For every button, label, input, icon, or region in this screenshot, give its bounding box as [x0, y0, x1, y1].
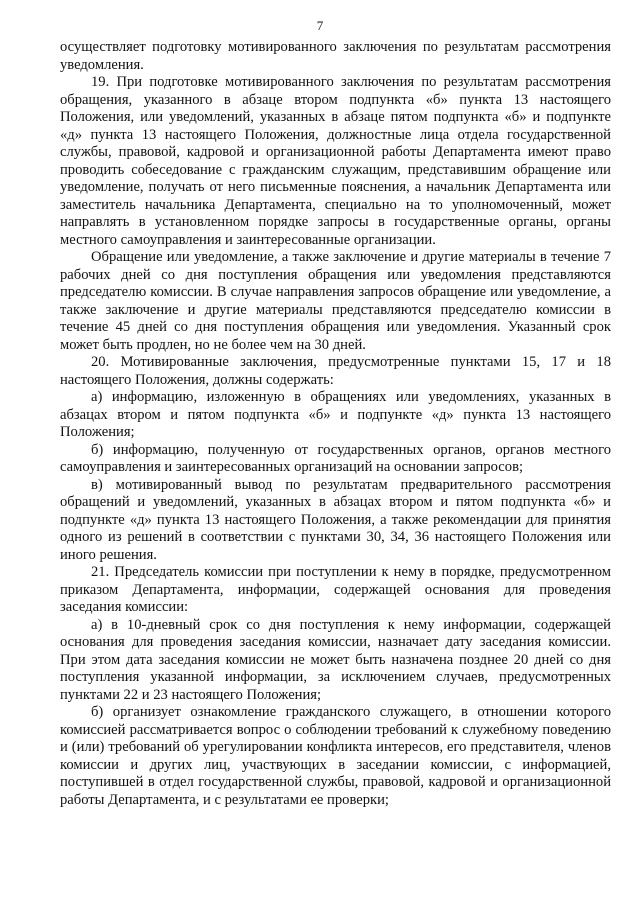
paragraph-clause-19-submission: Обращение или уведомление, а также заключение и другие материалы в течение 7 рабочих дней со дня поступления обращения или уведомления представляются председателю комиссии. В случае направления запросов обращение или уведомление, а также заключение и другие материалы представляются председателю комиссии в течение 45 дней со дня поступления обращения или уведомления. Указанный срок может быть продлен, но не более чем на 30 дней.: [60, 249, 611, 353]
document-body: [60, 39, 611, 809]
paragraph-clause-21: 21. Председатель комиссии при поступлении к нему в порядке, предусмотренном приказом Департамента, информации, содержащей основания для проведения заседания комиссии:: [60, 564, 611, 615]
paragraph-clause-20-a: а) информацию, изложенную в обращениях или уведомлениях, указанных в абзацах втором и пятом подпункта «б» и подпункте «д» пункта 13 настоящего Положения;: [60, 389, 611, 440]
page-number: 7: [316, 18, 324, 33]
paragraph-clause-20: 20. Мотивированные заключения, предусмотренные пунктами 15, 17 и 18 настоящего Положения, должны содержать:: [60, 354, 611, 388]
paragraph-clause-19: 19. При подготовке мотивированного заключения по результатам рассмотрения обращения, указанного в абзаце втором подпункта «б» пункта 13 настоящего Положения, или уведомлений, указанных в абзаце пятом подпункта «б» и подпункте «д» пункта 13 настоящего Положения, должностные лица отдела государственной службы, правовой, кадровой и организационной работы Департамента имеют право проводить собеседование с гражданским служащим, представившим обращение или уведомление, получать от него письменные пояснения, а начальник Департамента или заместитель начальника Департамента, специально на то уполномоченный, может направлять в установленном порядке запросы в государственные органы, органы местного самоуправления и заинтересованные организации.: [60, 74, 611, 248]
paragraph-clause-21-b: б) организует ознакомление гражданского служащего, в отношении которого комиссией рассматривается вопрос о соблюдении требований к служебному поведению и (или) требований об урегулировании конфликта интересов, его представителя, членов комиссии и других лиц, участвующих в заседании комиссии, с информацией, поступившей в отдел государственной службы, правовой, кадровой и организационной работы Департамента, и с результатами ее проверки;: [60, 704, 611, 808]
paragraph-clause-20-v: в) мотивированный вывод по результатам предварительного рассмотрения обращений и уведомлений, указанных в абзацах втором и пятом подпункта «б» и подпункте «д» пункта 13 настоящего Положения, а также рекомендации для принятия одного из решений в соответствии с пунктами 30, 34, 36 настоящего Положения или иного решения.: [60, 476, 611, 563]
paragraph-continuation: осуществляет подготовку мотивированного заключения по результатам рассмотрения уведомления.: [60, 39, 611, 73]
paragraph-clause-20-b: б) информацию, полученную от государственных органов, органов местного самоуправления и заинтересованных организаций на основании запросов;: [60, 441, 611, 475]
paragraph-clause-21-a: а) в 10-дневный срок со дня поступления к нему информации, содержащей основания для проведения заседания комиссии, назначает дату заседания комиссии. При этом дата заседания комиссии не может быть назначена позднее 20 дней со дня поступления указанной информации, за исключением случаев, предусмотренных пунктами 22 и 23 настоящего Положения;: [60, 616, 611, 703]
